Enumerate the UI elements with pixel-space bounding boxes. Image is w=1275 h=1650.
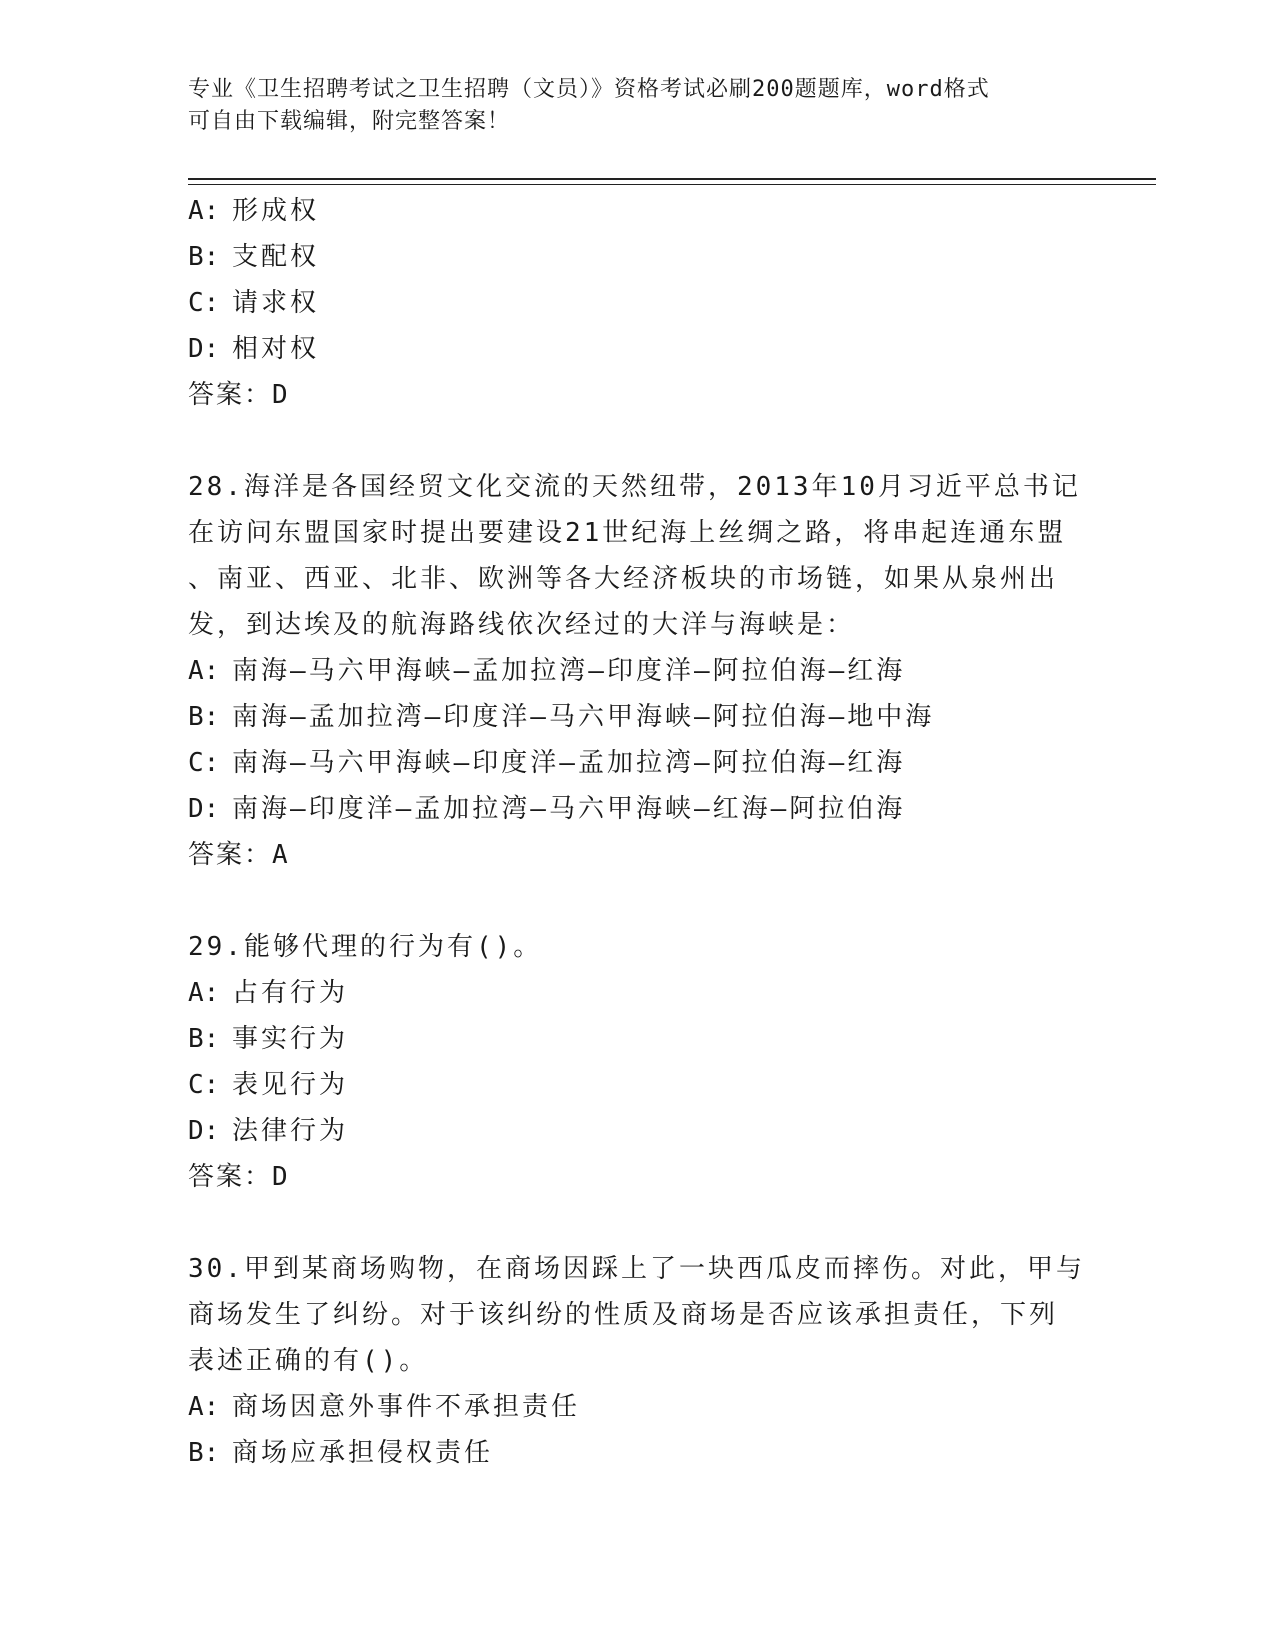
option-text: 法律行为 <box>232 1116 349 1146</box>
option-text: 南海—孟加拉湾—印度洋—马六甲海峡—阿拉伯海—地中海 <box>232 702 935 732</box>
document-body <box>188 188 1088 1476</box>
option-label: B: <box>188 1024 220 1054</box>
document-header <box>188 74 1068 138</box>
option-a <box>188 970 1088 1016</box>
option-label: D: <box>188 794 220 824</box>
header-title-line-1: 专业《卫生招聘考试之卫生招聘（文员）》资格考试必刷200题题库，word格式 <box>188 77 990 102</box>
question-text-line: 30.甲到某商场购物，在商场因踩上了一块西瓜皮而摔伤。对此，甲与 <box>188 1254 1085 1284</box>
header-divider-thin <box>188 184 1156 185</box>
option-a <box>188 1384 1088 1430</box>
answer-line: 答案：A <box>188 840 290 870</box>
option-text: 南海—马六甲海峡—孟加拉湾—印度洋—阿拉伯海—红海 <box>232 656 906 686</box>
option-label: A: <box>188 196 220 226</box>
option-label: C: <box>188 1070 220 1100</box>
option-label: A: <box>188 978 220 1008</box>
question-27-block <box>188 188 1088 418</box>
option-c <box>188 740 1088 786</box>
spacer <box>188 1200 1088 1246</box>
option-a <box>188 188 1088 234</box>
spacer <box>188 418 1088 464</box>
answer-line: 答案：D <box>188 380 290 410</box>
option-text: 支配权 <box>232 242 320 272</box>
option-text: 商场因意外事件不承担责任 <box>232 1392 581 1422</box>
header-divider-thick <box>188 178 1156 180</box>
question-text-line: 商场发生了纠纷。对于该纠纷的性质及商场是否应该承担责任，下列 <box>188 1300 1059 1330</box>
option-label: B: <box>188 702 220 732</box>
option-label: D: <box>188 1116 220 1146</box>
option-b <box>188 694 1088 740</box>
option-b <box>188 1016 1088 1062</box>
question-29-block <box>188 924 1088 1200</box>
option-label: A: <box>188 1392 220 1422</box>
question-text-line: 发，到达埃及的航海路线依次经过的大洋与海峡是： <box>188 610 856 640</box>
option-text: 表见行为 <box>232 1070 349 1100</box>
option-text: 请求权 <box>232 288 320 318</box>
question-text-line: 、南亚、西亚、北非、欧洲等各大经济板块的市场链，如果从泉州出 <box>188 564 1059 594</box>
option-label: C: <box>188 748 220 778</box>
option-text: 南海—印度洋—孟加拉湾—马六甲海峡—红海—阿拉伯海 <box>232 794 906 824</box>
option-d <box>188 786 1088 832</box>
option-text: 事实行为 <box>232 1024 349 1054</box>
question-text-line: 在访问东盟国家时提出要建设21世纪海上丝绸之路，将串起连通东盟 <box>188 518 1067 548</box>
option-text: 形成权 <box>232 196 320 226</box>
question-28-block <box>188 464 1088 878</box>
option-label: B: <box>188 1438 220 1468</box>
option-b <box>188 234 1088 280</box>
question-30-block <box>188 1246 1088 1476</box>
option-label: A: <box>188 656 220 686</box>
question-text-line: 28.海洋是各国经贸文化交流的天然纽带，2013年10月习近平总书记 <box>188 472 1081 502</box>
answer-line: 答案：D <box>188 1162 290 1192</box>
option-text: 占有行为 <box>232 978 349 1008</box>
option-text: 南海—马六甲海峡—印度洋—孟加拉湾—阿拉伯海—红海 <box>232 748 906 778</box>
question-text-line: 29.能够代理的行为有()。 <box>188 932 543 962</box>
spacer <box>188 878 1088 924</box>
option-label: D: <box>188 334 220 364</box>
option-a <box>188 648 1088 694</box>
option-label: B: <box>188 242 220 272</box>
option-c <box>188 1062 1088 1108</box>
option-d <box>188 1108 1088 1154</box>
option-c <box>188 280 1088 326</box>
option-text: 商场应承担侵权责任 <box>232 1438 494 1468</box>
option-d <box>188 326 1088 372</box>
question-text-line: 表述正确的有()。 <box>188 1346 429 1376</box>
header-title-line-2: 可自由下载编辑，附完整答案！ <box>188 109 511 134</box>
option-text: 相对权 <box>232 334 320 364</box>
option-b <box>188 1430 1088 1476</box>
option-label: C: <box>188 288 220 318</box>
